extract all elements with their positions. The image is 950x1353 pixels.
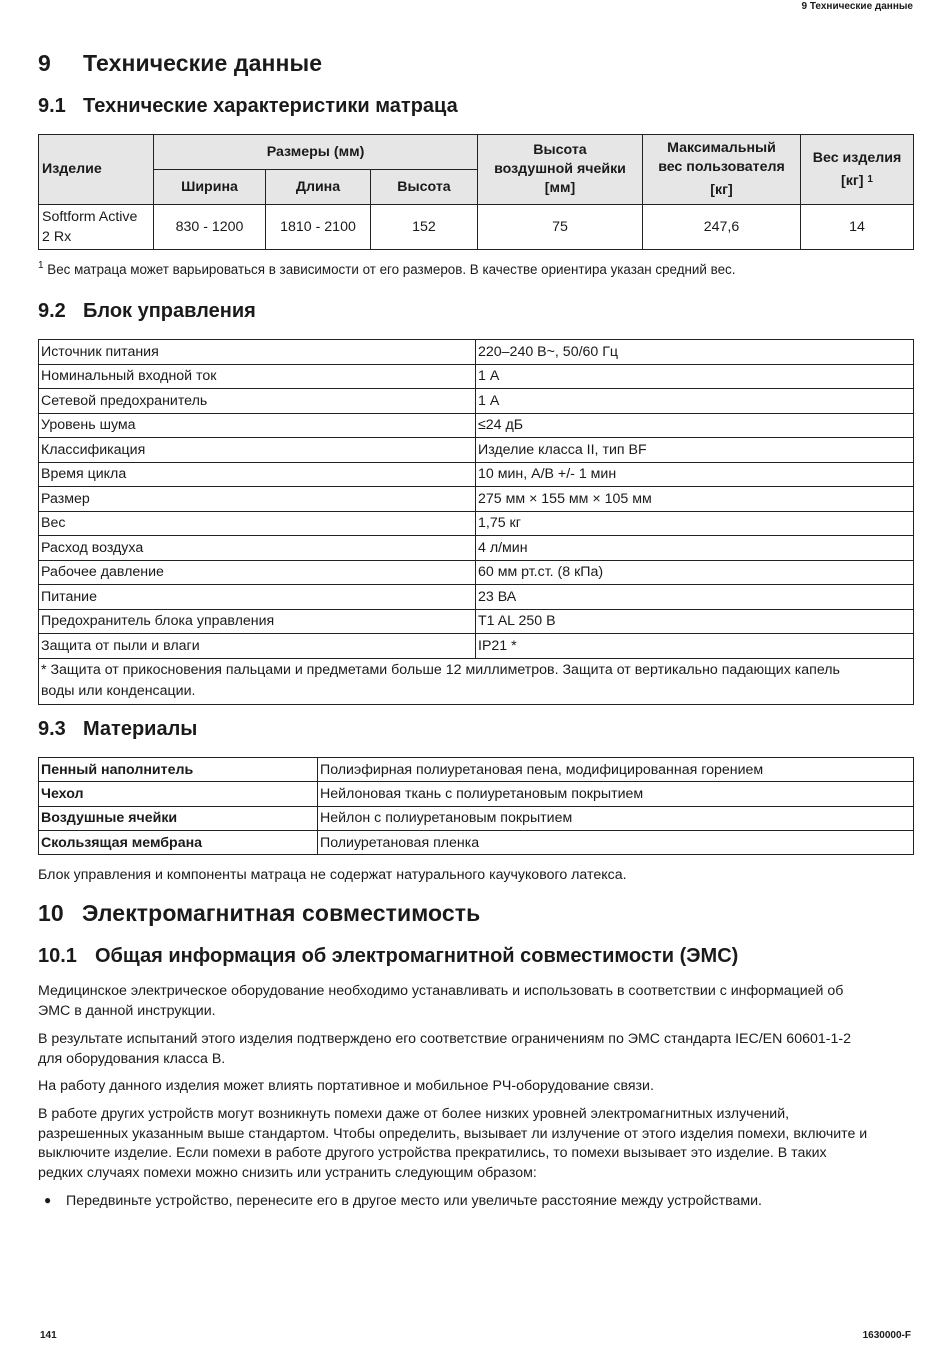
section-10-1-heading [38,945,738,968]
section-9-2-heading [38,300,256,323]
row-label: Рабочее давление [39,560,476,585]
table-row [39,585,914,610]
section-number: 9.1 [38,95,66,117]
row-value: 10 мин, A/B +/- 1 мин [476,462,914,487]
header-max-weight: Максимальный вес пользователя [кг] [643,135,801,205]
document-code: 1630000-F [862,1330,911,1341]
row-value: 4 л/мин [476,536,914,561]
row-label: Воздушные ячейки [39,806,318,830]
row-value: Полиэфирная полиуретановая пена, модифицированная горением [318,758,914,782]
table-row [39,413,914,438]
table-row [39,560,914,585]
row-label: Расход воздуха [39,536,476,561]
cell-cell-height: 75 [478,205,643,250]
section-number: 9.3 [38,718,66,740]
row-label: Время цикла [39,462,476,487]
row-label: Пенный наполнитель [39,758,318,782]
table-row [39,536,914,561]
row-value: Изделие класса II, тип BF [476,438,914,463]
table-row [39,340,914,365]
section-title: Технические данные [83,50,323,76]
header-width: Ширина [154,170,266,205]
materials-table [38,757,914,855]
row-label: Защита от пыли и влаги [39,634,476,659]
table-row [39,487,914,512]
row-value: 1 А [476,364,914,389]
paragraph: Медицинское электрическое оборудование необходимо устанавливать и использовать в соответствии с информацией об ЭМС в данной инструкции. [38,983,844,1019]
row-value: ≤24 дБ [476,413,914,438]
table-row [39,438,914,463]
row-value: 23 ВА [476,585,914,610]
section-10-heading [38,900,480,927]
cell-width: 830 - 1200 [154,205,266,250]
row-label: Номинальный входной ток [39,364,476,389]
row-value: IP21 * [476,634,914,659]
section-9-1-heading [38,95,458,118]
cell-height: 152 [371,205,478,250]
header-weight: Вес изделия [кг] $^1$ [801,135,914,205]
row-label: Классификация [39,438,476,463]
header-dimensions: Размеры (мм) [154,135,478,170]
section-title: Блок управления [83,300,256,322]
section-9-3-heading [38,718,197,741]
row-label: Размер [39,487,476,512]
table-row [39,389,914,414]
row-value: 60 мм рт.ст. (8 кПа) [476,560,914,585]
list-item: ● Передвиньте устройство, перенесите его в другое место или увеличьте расстояние между устройствами. [44,1193,762,1209]
row-value: Нейлоновая ткань с полиуретановым покрытием [318,782,914,806]
row-label: Чехол [39,782,318,806]
row-value: 220–240 В~, 50/60 Гц [476,340,914,365]
cell-weight: 14 [801,205,914,250]
section-number: 10 [38,900,64,926]
table-row [39,364,914,389]
table-row [39,634,914,659]
row-label: Сетевой предохранитель [39,389,476,414]
section-title: Технические характеристики матраца [83,95,458,117]
row-label: Вес [39,511,476,536]
paragraph: На работу данного изделия может влиять портативное и мобильное РЧ-оборудование связи. [38,1078,654,1094]
bullet-icon: ● [44,1193,52,1207]
table-row [39,609,914,634]
table-footnote: $^1$ Вес матраца может варьироваться в зависимости от его размеров. В качестве ориентира указан средний вес. [38,260,736,277]
table-row [39,758,914,782]
row-value: 275 мм × 155 мм × 105 мм [476,487,914,512]
control-unit-note: * Защита от прикосновения пальцами и предметами больше 12 миллиметров. Защита от вертикально падающих капель воды или конденсации. [39,658,914,704]
header-product: Изделие [39,135,154,205]
row-value: 1,75 кг [476,511,914,536]
section-number: 9 [38,50,51,76]
section-9-heading [38,50,322,77]
paragraph: В результате испытаний этого изделия подтверждено его соответствие ограничениям по ЭМС стандарта IEC/EN 60601-1-2 для оборудования класса В. [38,1031,851,1067]
section-title: Материалы [83,718,198,740]
section-number: 9.2 [38,300,66,322]
cell-length: 1810 - 2100 [266,205,371,250]
table-row [39,806,914,830]
row-value: 1 А [476,389,914,414]
table-row [39,205,914,250]
row-label: Питание [39,585,476,610]
control-unit-table [38,339,914,705]
row-value: Нейлон с полиуретановым покрытием [318,806,914,830]
header-length: Длина [266,170,371,205]
row-label: Скользящая мембрана [39,830,318,854]
table-row [39,782,914,806]
header-height: Высота [371,170,478,205]
materials-note: Блок управления и компоненты матраца не содержат натурального каучукового латекса. [38,867,627,883]
section-title: Электромагнитная совместимость [82,900,481,926]
header-cell-height: Высота воздушной ячейки [мм] [478,135,643,205]
section-title: Общая информация об электромагнитной совместимости (ЭМС) [95,945,739,967]
running-header: 9 Технические данные [801,1,913,12]
table-row [39,511,914,536]
page-number: 141 [40,1330,57,1341]
row-value: T1 AL 250 В [476,609,914,634]
row-value: Полиуретановая пленка [318,830,914,854]
table-row [39,462,914,487]
row-label: Предохранитель блока управления [39,609,476,634]
mattress-specs-table [38,134,914,250]
paragraph: В работе других устройств могут возникнуть помехи даже от более низких уровней электромагнитных излучений, разрешенных указанным выше стандартом. Чтобы определить, вызывает ли излучение от этого изделия помехи, включите и выключите изделие. Если помехи в работе другого устройства прекратились, то помехи вызывает это изделие. В таких редких случаях помехи можно снизить или устранить следующим образом: [38,1106,868,1181]
cell-max-weight: 247,6 [643,205,801,250]
table-row [39,830,914,854]
section-number: 10.1 [38,945,77,967]
row-label: Источник питания [39,340,476,365]
cell-product: Softform Active 2 Rx [39,205,154,250]
row-label: Уровень шума [39,413,476,438]
